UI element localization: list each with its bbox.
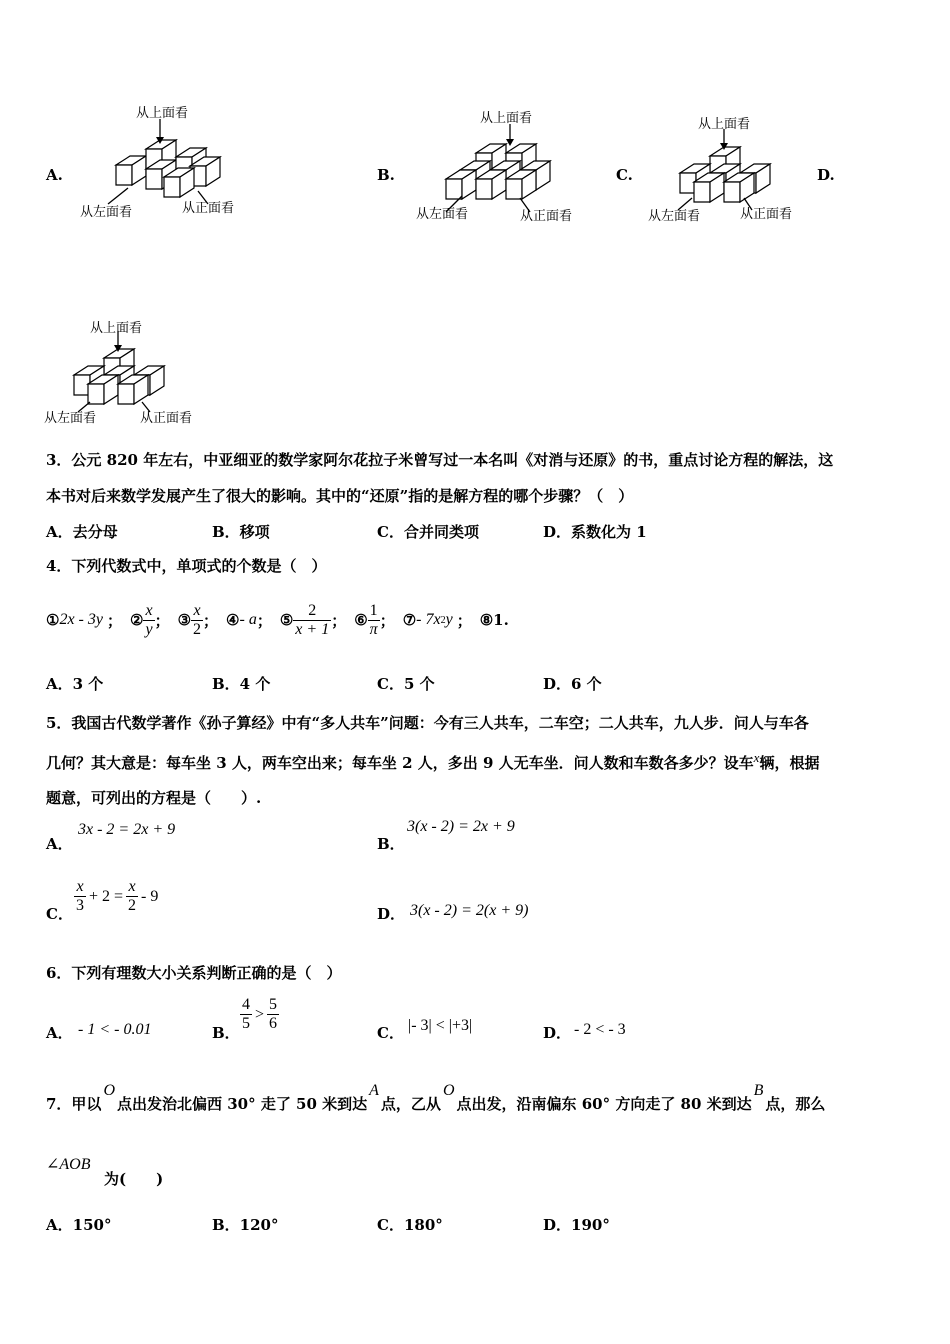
q3-line2: 本书对后来数学发展产生了很大的影响。其中的“还原”指的是解方程的哪个步骤？（ ） [46, 487, 634, 505]
label-top: 从上面看 [698, 117, 751, 132]
separator: ； [331, 611, 347, 630]
q6-option-c-expr: |- 3| < |+3| [408, 1017, 473, 1034]
q6-option-b-label: B． [212, 1024, 240, 1042]
q4-e2-den: y [145, 620, 153, 638]
q5-line2a: 几何？其大意是：每车坐 3 人，两车空出来；每车坐 2 人，多出 9 人无车坐．问人数和车数各多少？设车 [46, 754, 754, 772]
q5-line1: 5．我国古代数学著作《孙子算经》中有“多人共车”问题：今有三人共车，二车空；二人共车，九人步．问人与车各 [46, 714, 809, 732]
q7-p4: 点出发，沿南偏东 60° 方向走了 80 米到达 [456, 1095, 752, 1113]
q4-e8: 1. [493, 611, 509, 629]
q5-option-d-label: D． [377, 905, 406, 923]
q5-option-a-label: A． [46, 835, 73, 853]
q7-option-a: A．150° [46, 1216, 112, 1234]
q4-e6-num: 1 [368, 602, 380, 621]
q4-e3-mark: ③ [177, 611, 192, 629]
q4-e2-mark: ② [130, 611, 144, 629]
label-left: 从左面看 [416, 207, 469, 222]
separator: ； [456, 611, 472, 630]
q4-e6-mark: ⑥ [354, 611, 368, 629]
q3-option-a: A．去分母 [46, 523, 118, 541]
label-left: 从左面看 [80, 205, 133, 220]
option-c-label: C. [616, 166, 633, 184]
option-b-label: B. [377, 166, 395, 184]
q5-line2b: 辆，根据 [759, 754, 820, 772]
q7-p3: 点，乙从 [380, 1095, 441, 1113]
q7-point-o: O [103, 1082, 115, 1099]
figure-option-b [414, 108, 584, 226]
figure-option-c [648, 116, 808, 228]
frac-num: 5 [269, 996, 278, 1013]
q7-line1 [46, 1080, 825, 1114]
q7-point-o: O [442, 1082, 455, 1099]
q3-option-c: C．合并同类项 [377, 523, 479, 541]
q4-e3-den: 2 [193, 620, 202, 638]
separator: ； [203, 611, 219, 630]
figure-option-a [78, 104, 248, 222]
frac-den: 6 [269, 1015, 278, 1032]
q7-option-c: C．180° [377, 1216, 443, 1234]
q4-option-a: A．3 个 [46, 675, 104, 693]
label-top: 从上面看 [136, 106, 189, 121]
q4-option-c: C．5 个 [377, 675, 435, 693]
q6-b-op: > [255, 1005, 265, 1023]
q6-option-c-label: C． [377, 1024, 404, 1042]
label-front: 从正面看 [740, 207, 793, 222]
q3-option-d: D．系数化为 1 [543, 523, 647, 541]
frac-den: 5 [242, 1015, 250, 1032]
q7-angle: ∠AOB [46, 1156, 91, 1173]
q4-e5-den: x + 1 [295, 620, 330, 638]
q6-option-a-expr: - 1 < - 0.01 [78, 1021, 152, 1038]
q4-e7-sup: 2 [440, 614, 446, 626]
q4-e7b: y [445, 611, 453, 628]
separator: ； [256, 611, 272, 630]
q7-p2: 点出发治北偏西 30° 走了 50 米到达 [117, 1095, 368, 1113]
q4-e7a: - 7x [416, 611, 441, 628]
q5-line2 [46, 750, 819, 773]
label-front: 从正面看 [520, 209, 573, 224]
q7-option-b: B．120° [212, 1216, 279, 1234]
label-top: 从上面看 [90, 321, 143, 336]
q4-e1: 2x - 3y [59, 611, 103, 628]
q5-option-c-label: C． [46, 905, 73, 923]
q7-angle-tail: 为( ) [104, 1170, 164, 1188]
frac-num: 4 [242, 996, 250, 1013]
separator: ； [379, 611, 395, 630]
q5-c-mid: + 2 = [89, 887, 124, 905]
q6-option-d-expr: - 2 < - 3 [574, 1021, 626, 1038]
option-d-label: D. [817, 166, 835, 184]
label-front: 从正面看 [140, 411, 193, 426]
q7-option-d: D．190° [543, 1216, 610, 1234]
q5-option-b-expr: 3(x - 2) = 2x + 9 [407, 818, 515, 835]
q5-option-a-expr: 3x - 2 = 2x + 9 [78, 821, 176, 838]
q4-e6-den: π [369, 620, 378, 638]
frac-den: 2 [128, 897, 137, 914]
q4-e4-mark: ④ [226, 611, 240, 629]
q4-e7-mark: ⑦ [402, 611, 417, 629]
q4-e3-num: x [191, 602, 203, 621]
q4-e5-mark: ⑤ [279, 611, 294, 629]
frac-num: x [126, 878, 138, 897]
frac-num: x [74, 878, 86, 897]
q5-option-d-expr: 3(x - 2) = 2(x + 9) [410, 902, 529, 919]
q3-line1: 3．公元 820 年左右，中亚细亚的数学家阿尔花拉子米曾写过一本名叫《对消与还原》的书，重点讨论方程的解法，这 [46, 451, 834, 469]
q4-option-b: B．4 个 [212, 675, 271, 693]
q4-expressions [46, 590, 509, 650]
q4-e5-num: 2 [293, 602, 331, 621]
q4-option-d: D．6 个 [543, 675, 602, 693]
q5-c-end: - 9 [141, 887, 159, 905]
q6-option-b-expr [240, 996, 279, 1033]
separator: ； [154, 611, 170, 630]
label-left: 从左面看 [648, 209, 701, 224]
q5-option-b-label: B． [377, 835, 405, 853]
q6-option-d-label: D． [543, 1024, 572, 1042]
q4-e4: - a [239, 611, 257, 628]
label-front: 从正面看 [182, 201, 235, 216]
q7-point-b: B [753, 1082, 764, 1099]
q7-p5: 点，那么 [765, 1095, 826, 1113]
q6-stem: 6．下列有理数大小关系判断正确的是（ ） [46, 964, 342, 982]
q7-point-a: A [369, 1082, 379, 1099]
separator: ； [106, 611, 122, 630]
q5-var-x: x [753, 750, 760, 765]
q6-option-a-label: A． [46, 1024, 73, 1042]
label-top: 从上面看 [480, 111, 533, 126]
q4-e1-mark: ① [46, 611, 60, 629]
q7-p1: 7．甲以 [46, 1095, 102, 1113]
q5-option-c-expr [74, 878, 158, 915]
q4-stem: 4．下列代数式中，单项式的个数是（ ） [46, 557, 327, 575]
frac-den: 3 [76, 897, 84, 914]
option-a-label: A. [46, 166, 63, 184]
q3-option-b: B．移项 [212, 523, 270, 541]
q5-line3: 题意，可列出的方程是（ ）. [46, 789, 262, 807]
figure-option-d [44, 318, 214, 430]
q4-e2-num: x [145, 601, 153, 619]
q4-e8-mark: ⑧ [479, 611, 494, 629]
label-left: 从左面看 [44, 411, 97, 426]
